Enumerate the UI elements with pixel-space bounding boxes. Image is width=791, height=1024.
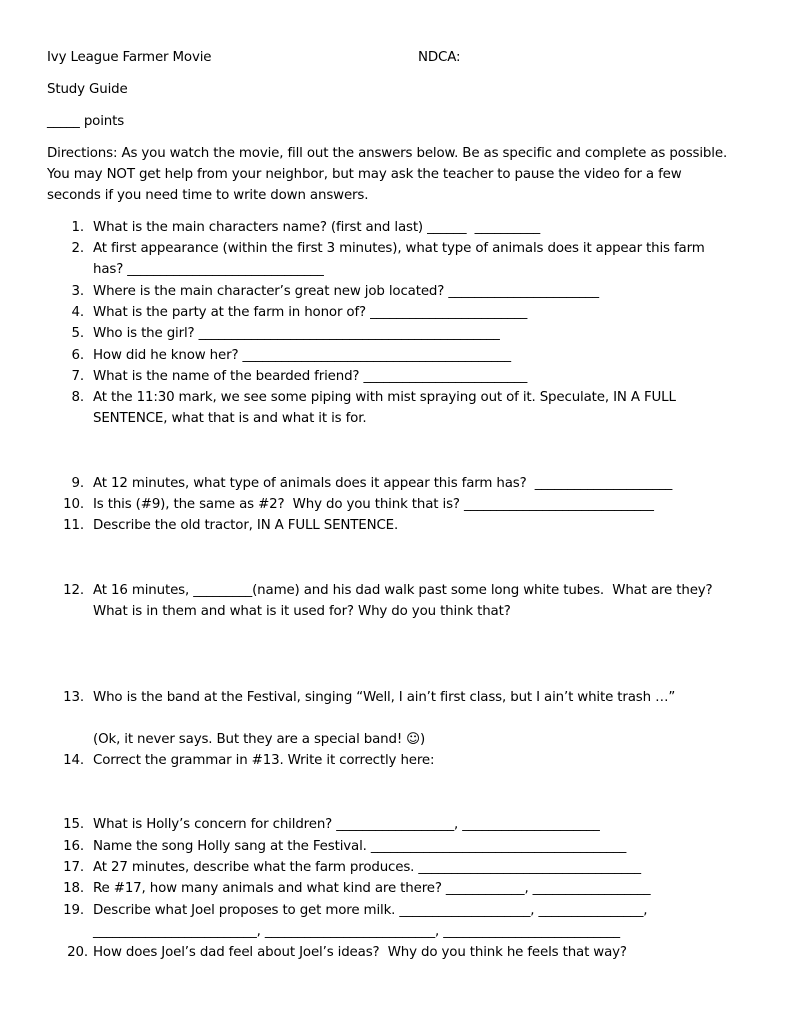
question-text: What is the name of the bearded friend? _________________________ xyxy=(93,369,528,384)
question-number: 3. xyxy=(71,284,84,299)
question-text: How does Joel’s dad feel about Joel’s ideas? Why do you think he feels that way? xyxy=(93,945,627,960)
question-text: At 27 minutes, describe what the farm produces. __________________________________ xyxy=(93,860,641,875)
question-text: At first appearance (within the first 3 minutes), what type of animals does it appear this farm xyxy=(93,241,705,256)
question-number: 13. xyxy=(63,690,84,705)
question-text: What is Holly’s concern for children? __________________, _____________________ xyxy=(93,817,600,832)
question-number: 6. xyxy=(71,348,84,363)
question-text: What is in them and what is it used for? Why do you think that? xyxy=(93,604,511,619)
question-text: Describe the old tractor, IN A FULL SENTENCE. xyxy=(93,518,399,533)
ndca-label: NDCA: xyxy=(418,50,461,65)
question-number: 10. xyxy=(63,497,84,512)
question-number: 16. xyxy=(63,839,84,854)
question-text: SENTENCE, what that is and what it is for. xyxy=(93,411,367,426)
question-number: 20. xyxy=(67,945,88,960)
question-text: Re #17, how many animals and what kind are there? ____________, __________________ xyxy=(93,881,651,896)
question-number: 18. xyxy=(63,881,84,896)
question-text: Correct the grammar in #13. Write it correctly here: xyxy=(93,753,435,768)
question-number: 9. xyxy=(71,476,84,491)
question-number: 15. xyxy=(63,817,84,832)
question-text: Name the song Holly sang at the Festival. _______________________________________ xyxy=(93,839,627,854)
question-number: 8. xyxy=(71,390,84,405)
question-number: 1. xyxy=(71,220,84,235)
question-text: Describe what Joel proposes to get more milk. ____________________, ________________, xyxy=(93,903,648,918)
subtitle: Study Guide xyxy=(47,82,128,97)
question-number: 11. xyxy=(63,518,84,533)
question-text: _________________________, __________________________, ___________________________ xyxy=(93,924,620,939)
question-number: 14. xyxy=(63,753,84,768)
directions-line: Directions: As you watch the movie, fill out the answers below. Be as specific and complete as possible. xyxy=(47,146,728,161)
question-text: Where is the main character’s great new job located? _______________________ xyxy=(93,284,599,299)
question-number: 7. xyxy=(71,369,84,384)
question-text: Is this (#9), the same as #2? Why do you think that is? _____________________________ xyxy=(93,497,654,512)
question-text: What is the party at the farm in honor of? ________________________ xyxy=(93,305,528,320)
points-line: _____ points xyxy=(47,114,125,129)
question-number: 5. xyxy=(71,326,84,341)
movie-title: Ivy League Farmer Movie xyxy=(47,50,212,65)
directions-line: You may NOT get help from your neighbor, but may ask the teacher to pause the video for a few xyxy=(47,167,682,182)
question-text: Who is the band at the Festival, singing “Well, I ain’t first class, but I ain’t white trash …” xyxy=(93,690,676,705)
question-number: 2. xyxy=(71,241,84,256)
question-text: How did he know her? _________________________________________ xyxy=(93,348,511,363)
question-number: 4. xyxy=(71,305,84,320)
question-text: At 12 minutes, what type of animals does it appear this farm has? _____________________ xyxy=(93,476,673,491)
question-number: 17. xyxy=(63,860,84,875)
question-number: 19. xyxy=(63,903,84,918)
question-text: At the 11:30 mark, we see some piping with mist spraying out of it. Speculate, IN A FULL xyxy=(93,390,676,405)
question-text: Who is the girl? ______________________________________________ xyxy=(93,326,500,341)
question-note: (Ok, it never says. But they are a special band! ☺) xyxy=(93,732,426,747)
directions-line: seconds if you need time to write down answers. xyxy=(47,188,369,203)
question-text: At 16 minutes, _________(name) and his dad walk past some long white tubes. What are they? xyxy=(93,583,713,598)
question-number: 12. xyxy=(63,583,84,598)
question-text: What is the main characters name? (first and last) ______ __________ xyxy=(93,220,541,235)
question-text: has? ______________________________ xyxy=(93,262,324,277)
